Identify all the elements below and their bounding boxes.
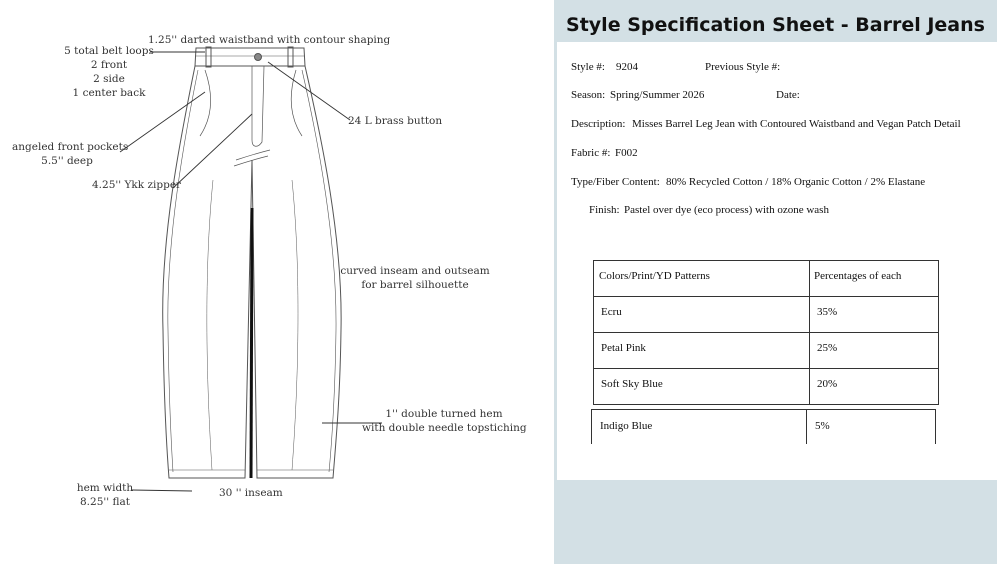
table-row-pct: 5% (815, 420, 830, 432)
table-row-color: Petal Pink (601, 342, 646, 354)
table-row-color: Indigo Blue (600, 420, 653, 432)
finish-value: Pastel over dye (eco process) with ozone wash (624, 204, 829, 216)
season-value: Spring/Summer 2026 (610, 89, 705, 101)
date-label: Date: (776, 89, 800, 101)
hem-line-1: 1'' double turned hem (385, 408, 503, 420)
fiber-label: Type/Fiber Content: (571, 176, 660, 188)
hem-width-line-1: hem width (76, 482, 134, 494)
style-value: 9204 (616, 61, 638, 73)
description-label: Description: (571, 118, 626, 130)
table-header-colors: Colors/Print/YD Patterns (599, 270, 710, 282)
table-row-pct: 35% (817, 306, 838, 318)
finish-label: Finish: (589, 204, 620, 216)
spec-panel (554, 0, 997, 564)
seams-line-1: curved inseam and outseam (340, 265, 490, 277)
belt-loops-side: 2 side (93, 73, 125, 85)
style-label: Style #: (571, 61, 605, 73)
belt-loops-total: 5 total belt loops (64, 45, 154, 57)
fabric-value: F002 (615, 147, 638, 159)
waistband-annotation: 1.25'' darted waistband with contour shaping (148, 34, 391, 46)
belt-loops-annotation (64, 44, 154, 100)
pockets-line-1: angeled front pockets (12, 141, 129, 153)
previous-style-label: Previous Style #: (705, 61, 781, 73)
season-label: Season: (571, 89, 606, 101)
button-annotation: 24 L brass button (348, 115, 443, 127)
seams-annotation (340, 264, 490, 292)
page-title: Style Specification Sheet - Barrel Jeans (566, 14, 985, 36)
hem-width-line-2: 8.25'' flat (80, 496, 130, 508)
table-header-percentages: Percentages of each (814, 270, 902, 282)
fabric-label: Fabric #: (571, 147, 611, 159)
spec-header (554, 0, 997, 42)
inseam-annotation: 30 '' inseam (219, 487, 283, 499)
pockets-line-2: 5.5'' deep (41, 155, 93, 167)
hem-line-2: with double needle topstiching (362, 422, 527, 434)
pockets-annotation (12, 140, 129, 168)
fiber-value: 80% Recycled Cotton / 18% Organic Cotton / 2% Elastane (666, 176, 926, 188)
spec-sheet (557, 42, 997, 480)
hem-width-annotation (74, 481, 136, 509)
hem-annotation (362, 407, 526, 435)
table-row-pct: 20% (817, 378, 838, 390)
description-value: Misses Barrel Leg Jean with Contoured Waistband and Vegan Patch Detail (632, 118, 961, 130)
belt-loops-back: 1 center back (72, 87, 146, 99)
seams-line-2: for barrel silhouette (361, 279, 469, 291)
table-row-color: Soft Sky Blue (601, 378, 663, 390)
table-row-color: Ecru (601, 306, 622, 318)
zipper-annotation: 4.25'' Ykk zipper (92, 179, 182, 191)
table-row-pct: 25% (817, 342, 838, 354)
belt-loops-front: 2 front (90, 59, 128, 71)
